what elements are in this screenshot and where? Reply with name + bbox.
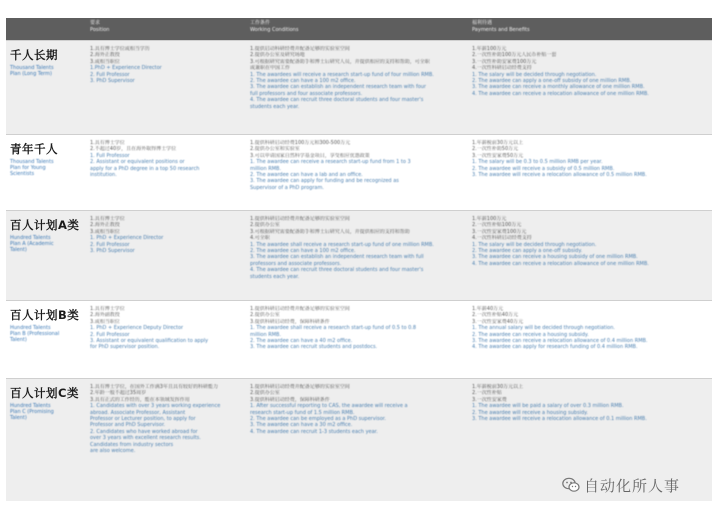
cell-col1 — [90, 46, 238, 84]
cell-line: 2.一次性补贴 — [472, 390, 502, 397]
cell-line: 2.提供办公室和实验室 — [250, 146, 300, 153]
row-title-en-line: Plan (Long Term) — [10, 71, 52, 77]
row-title-en-line: Hundred Talents — [10, 235, 51, 241]
cell-col2 — [250, 216, 464, 280]
header-position — [90, 20, 109, 33]
cell-line: 2.海外正教授 — [90, 52, 120, 59]
cell-line: million RMB. — [250, 331, 282, 338]
cell-line: professors and associate professors. — [250, 260, 342, 267]
row-title-en-line: Scientists — [10, 171, 35, 177]
cell-line: 1.提供科研启动经费并配备足够的实验室空间 — [250, 216, 350, 222]
row-title-en-line: Plan for Young — [10, 165, 46, 171]
cell-line: 3. The awardee can recruit students and postdocs. — [250, 344, 378, 351]
cell-line: Professor or Lecturer position, to apply for — [90, 416, 196, 423]
cell-line: 1. Full Professor — [90, 152, 130, 159]
row-title-en — [10, 403, 80, 421]
cell-line: 1.提供科研启动经费并配备足够的实验室空间 — [250, 384, 350, 390]
cell-line: 4. The awardee can receive a relocation allowance of one million RMB. — [472, 260, 649, 267]
cell-line: 1. The awardee can receive a research start-up fund from 1 to 3 — [250, 159, 411, 166]
cell-line: 3. The awardee will receive a relocation allowance of 0.1 million RMB. — [472, 416, 647, 423]
cell-line: 1. The salary will be decided through negotiation. — [472, 71, 597, 78]
cell-line: 1. The awardee shall receive a research start-up fund of 0.5 to 0.8 — [250, 325, 417, 332]
cell-line: 3.具有正式的工作经历，能在本领域发挥作用 — [90, 396, 190, 403]
cell-line: 1.提供启动科研经费并配备足够的实验室空间 — [250, 46, 350, 52]
cell-line: 3. The awardee can receive a housing subsidy of one million RMB. — [472, 254, 638, 261]
cell-line: 或兼职在中国工作 — [250, 65, 291, 72]
cell-line: students each year. — [250, 273, 300, 280]
row-title-en-line: Talent) — [10, 247, 27, 253]
header-working-en: Working Conditions — [250, 26, 299, 33]
cell-line: 2. The awardee can receive a housing subsidy. — [472, 331, 589, 338]
row-title-en — [10, 65, 80, 77]
cell-line: 1. The awardees will receive a research start-up fund of four million RMB. — [250, 71, 434, 78]
cell-line: 3. PhD Supervisor — [90, 248, 135, 255]
cell-line: 3. The awardee can apply for funding and be recognized as — [250, 178, 399, 185]
cell-line: 2. The awardee can be employed as a PhD supervisor. — [250, 416, 386, 423]
cell-line: 1.具有博士学位 — [90, 140, 125, 146]
row-title — [10, 385, 80, 421]
cell-line: 1.年薪40万元 — [472, 306, 504, 312]
cell-line: 2. The awardee can have a 100 m2 office. — [250, 78, 356, 85]
cell-line: 3. The awardee can have a 30 m2 office. — [250, 422, 353, 429]
cell-line: Candidates from industry sectors — [90, 441, 174, 448]
row-title-en — [10, 159, 80, 177]
row-title-en-line: Thousand Talents — [10, 159, 54, 165]
row-title-cn: 百人计划B类 — [10, 308, 80, 322]
cell-line: 1. Candidates with over 3 years working experience — [90, 403, 221, 410]
cell-line: 4. The awardee can recruit three doctoral students and four master's — [250, 97, 424, 104]
cell-col1 — [90, 216, 238, 254]
wechat-watermark — [562, 474, 680, 496]
cell-line: 2. Full Professor — [90, 331, 130, 338]
cell-line: 2. The awardee can have a lab and an office. — [250, 172, 363, 179]
cell-col2 — [250, 140, 464, 191]
cell-line: 4.一次性科研启动经费支持 — [472, 65, 532, 72]
header-payments — [472, 20, 530, 33]
cell-line: 4. The awardee can recruit 1-3 students each year. — [250, 428, 378, 435]
cell-line: 3.一次性安家费50万元 — [472, 152, 524, 159]
cell-col3 — [472, 216, 708, 267]
cell-line: 3.提供科研启动经费，保障科研条件 — [250, 318, 330, 325]
header-payments-cn: 福利待遇 — [472, 20, 493, 26]
cell-line: 2. Assistant or equivalent positions or — [90, 159, 185, 166]
cell-line: over 3 years with excellent research results. — [90, 435, 201, 442]
cell-line: 3. The awardee can establish an independent research team with full — [250, 254, 424, 261]
cell-line: 4. The awardee can apply for research funding of 0.4 million RMB. — [472, 344, 638, 351]
cell-line: research start-up fund of 1.5 million RMB. — [250, 409, 355, 416]
cell-line: 1.具有博士学位，在国外工作满3年且具有较好的科研能力 — [90, 384, 218, 390]
cell-line: 2. The awardee will receive a subsidy of 0.5 million RMB. — [472, 165, 615, 172]
cell-line: 3.一次性安家费 — [472, 396, 507, 403]
watermark-text: 自动化所人事 — [584, 476, 681, 495]
row-title-en — [10, 235, 80, 253]
cell-line: 2. The awardee can apply a one-off subsidy of one million RMB. — [472, 78, 632, 85]
row-title-en — [10, 325, 80, 343]
row-title-en-line: Talent) — [10, 415, 27, 421]
cell-line: 1. The salary will be 0.3 to 0.5 million RMB per year. — [472, 159, 603, 166]
cell-line: 3.一次性安家费40万元 — [472, 318, 524, 325]
cell-col3 — [472, 384, 708, 422]
cell-line: 3.一次性补助安家费100万元 — [472, 58, 537, 65]
row-title-en-line: Plan A (Academic — [10, 241, 54, 247]
cell-line: 3. The awardee can receive a monthly allowance of one million RMB. — [472, 84, 645, 91]
cell-line: 2. Candidates who have worked abroad for — [90, 428, 198, 435]
table-header — [6, 18, 712, 40]
cell-line: 2. Full Professor — [90, 71, 130, 78]
cell-line: 1.具有博士学位 — [90, 216, 125, 222]
cell-col3 — [472, 46, 708, 97]
cell-line: 3.可根据研究需要配备助手和博士后研究人员，并提供相应的支持和帮助，可全职 — [250, 58, 430, 65]
row-title — [10, 307, 80, 343]
row-title-cn: 青年千人 — [10, 142, 58, 156]
cell-line: 2.提供办公室 — [250, 312, 280, 319]
cell-line: 1. The annual salary will be decided through negotiation. — [472, 325, 615, 332]
cell-line: 4.一次性科研启动经费支持 — [472, 235, 532, 242]
cell-line: million RMB. — [250, 165, 282, 172]
row-title — [10, 47, 80, 77]
cell-line: 3. Assistant or equivalent qualification to apply — [90, 338, 209, 345]
header-position-en: Position — [90, 26, 110, 33]
cell-line: 2. The awardee will receive a housing subsidy. — [472, 409, 588, 416]
cell-line: Supervisor of a PhD program. — [250, 184, 324, 191]
cell-line: 1. The awardee shall receive a research start-up fund of one million RMB. — [250, 241, 434, 248]
row-title-en-line: Talent) — [10, 337, 27, 343]
cell-line: 1. The salary will be decided through negotiation. — [472, 241, 597, 248]
cell-line: 1.年薪100万元 — [472, 216, 507, 222]
cell-line: 2.一次性补助100万元人民币补贴一套 — [472, 52, 557, 59]
cell-line: 2.提供办公室 — [250, 390, 280, 397]
cell-line: 1. The awardee will be paid a salary of over 0.3 million RMB. — [472, 403, 624, 410]
cell-line: 3. The awardee will receive a relocation allowance of 0.5 million RMB. — [472, 172, 647, 179]
table-row — [6, 300, 712, 378]
cell-line: 2.海外副教授 — [90, 312, 120, 319]
cell-line: 1.年薪税前30万元以上 — [472, 140, 524, 146]
cell-line: students each year. — [250, 103, 300, 110]
wechat-icon — [562, 477, 580, 493]
header-working-cn: 工作条件 — [250, 20, 271, 26]
cell-line: 2.一次性补贴40万元 — [472, 312, 519, 319]
cell-line: 1. After successful reporting to CAS, the awardee will receive a — [250, 403, 408, 410]
document-page — [6, 4, 712, 505]
table-row — [6, 210, 712, 300]
cell-line: 1.年薪100万元 — [472, 46, 507, 52]
cell-col3 — [472, 140, 708, 178]
row-title-en-line: Hundred Talents — [10, 403, 51, 409]
cell-col3 — [472, 306, 708, 351]
cell-line: abroad. Associate Professor, Assistant — [90, 409, 186, 416]
row-title-en-line: Plan B (Professional — [10, 331, 60, 337]
cell-line: apply for a PhD degree in a top 50 research — [90, 165, 200, 172]
cell-line: 1.具有博士学位或相当学历 — [90, 46, 150, 52]
row-title — [10, 141, 80, 177]
cell-line: 2. The awardee can have a 40 m2 office. — [250, 338, 353, 345]
cell-line: 3.一次性安家费100万元 — [472, 228, 527, 235]
cell-line: institution. — [90, 172, 117, 179]
row-title — [10, 217, 80, 253]
cell-line: are also welcome. — [90, 448, 136, 455]
cell-line: 3.可根据研究需要配备助手和博士后研究人员，并提供相应的支持和帮助 — [250, 228, 410, 235]
cell-line: 2.一次性补贴100万元 — [472, 222, 522, 229]
cell-col2 — [250, 306, 464, 351]
cell-col1 — [90, 140, 238, 178]
cell-line: 2.提供办公室 — [250, 222, 280, 229]
cell-line: 1.具有博士学位 — [90, 306, 125, 312]
row-title-en-line: Hundred Talents — [10, 325, 51, 331]
cell-line: 3.或相当职位 — [90, 318, 120, 325]
cell-line: 3. The awardee can establish an independent research team with four — [250, 84, 426, 91]
cell-line: 3.提供科研启动经费，保障科研条件 — [250, 396, 330, 403]
row-title-cn: 百人计划A类 — [10, 218, 80, 232]
cell-line: for PhD supervisor position. — [90, 344, 160, 351]
cell-line: 2.提供办公室及研究场地 — [250, 52, 305, 59]
row-title-en-line: Plan C (Promising — [10, 409, 54, 415]
cell-col2 — [250, 46, 464, 110]
cell-line: 2. The awardee can apply a one-off subsidy. — [472, 248, 583, 255]
cell-line: 3.或相当职位 — [90, 58, 120, 65]
cell-line: 1. PhD + Experience Director — [90, 235, 164, 242]
cell-line: 1.年薪税前30万元以上 — [472, 384, 524, 390]
cell-line: 1.提供科研启动经费并配备足够的实验室空间 — [250, 306, 350, 312]
table-row — [6, 40, 712, 134]
cell-line: 4. The awardee can receive a relocation allowance of one million RMB. — [472, 90, 649, 97]
header-position-cn: 要求 — [90, 20, 101, 26]
cell-line: 2.海外正教授 — [90, 222, 120, 229]
cell-line: 1.提供科研启动经费100万元和300-500万元 — [250, 140, 351, 146]
table-row — [6, 134, 712, 210]
cell-col1 — [90, 306, 238, 351]
cell-line: 3. The awardee can receive a relocation allowance of 0.4 million RMB. — [472, 338, 648, 345]
cell-line: 2.一次性补助50万元 — [472, 146, 519, 153]
cell-col2 — [250, 384, 464, 435]
row-title-cn: 百人计划C类 — [10, 386, 79, 400]
cell-line: 2.年龄一般不超过35周岁 — [90, 390, 147, 397]
cell-line: 1.PhD + Experience Director — [90, 65, 162, 72]
cell-line: 2.不超过40岁，且在海外取得博士学位 — [90, 146, 177, 153]
row-title-en-line: Thousand Talents — [10, 65, 54, 71]
cell-line: 4.可全职 — [250, 235, 270, 242]
header-working-conditions — [250, 20, 298, 33]
cell-line: 3. PhD Supervisor — [90, 78, 135, 85]
cell-line: 2. The awardee can have a 100 m2 office. — [250, 248, 356, 255]
cell-line: Professor and PhD Supervisor. — [90, 422, 166, 429]
cell-line: 3.或相当职位 — [90, 228, 120, 235]
cell-line: 1. PhD + Experience Deputy Director — [90, 325, 184, 332]
cell-line: 2. Full Professor — [90, 241, 130, 248]
row-title-cn: 千人长期 — [10, 48, 58, 62]
cell-line: 3.可以申请国家自然科学基金项目，享受相应优惠政策 — [250, 152, 370, 159]
header-payments-en: Payments and Benefits — [472, 26, 530, 33]
cell-col1 — [90, 384, 238, 454]
cell-line: 4. The awardee can recruit three doctoral students and four master's — [250, 267, 424, 274]
cell-line: full professors and four associate professors. — [250, 90, 363, 97]
